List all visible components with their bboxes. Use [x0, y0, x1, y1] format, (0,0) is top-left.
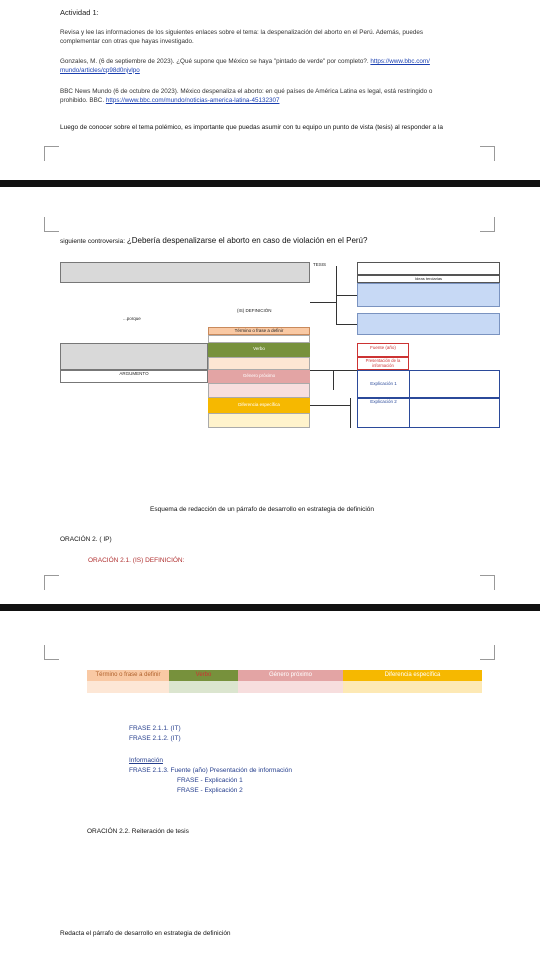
tesis-box	[60, 262, 310, 283]
explicacion2-box	[357, 398, 500, 428]
table-header-verbo: Verbo	[169, 670, 238, 681]
argumento-gray-box	[60, 343, 208, 370]
divider	[409, 371, 410, 397]
page-corner-mark	[44, 575, 59, 590]
oracion-2-1-heading: ORACIÓN 2.1. (IS) DEFINICIÓN:	[88, 557, 185, 564]
oracion-2-heading: ORACIÓN 2. ( IP)	[60, 536, 112, 543]
explicacion2-label: Explicación 2	[370, 399, 397, 404]
diferencia-cell: Diferencia específica	[208, 398, 310, 413]
oracion-2-2-heading: ORACIÓN 2.2. Reiteración de tesis	[87, 828, 189, 835]
frase-2-1-2: FRASE 2.1.2. (IT)	[129, 735, 181, 742]
explicacion-1-line: FRASE - Explicación 1	[177, 777, 243, 784]
table-cell-diferencia[interactable]	[343, 681, 482, 693]
connector-line	[310, 405, 350, 406]
presentacion-box	[357, 357, 409, 370]
presentacion-label: Presentación de la información	[365, 358, 401, 368]
informacion-heading: Información	[129, 757, 163, 764]
table-cell-verbo[interactable]	[169, 681, 238, 693]
reference-2-line-1: BBC News Mundo (6 de octubre de 2023). México despenaliza el aborto: en qué países de América Latina es legal, está restringido o	[60, 88, 433, 95]
diferencia-blank-cell	[208, 413, 310, 428]
reference-1-link[interactable]: https://www.bbc.com/	[370, 58, 430, 65]
ideas-terciarias-header	[357, 275, 500, 283]
blue-idea-box-2	[357, 313, 500, 335]
intro-line-2: complementar con otras que hayas investigado.	[60, 37, 194, 45]
explicacion-2-line: FRASE - Explicación 2	[177, 787, 243, 794]
instruction-text: Luego de conocer sobre el tema polémico, es importante que puedas asumir con tu equipo un punto de vista (tesis) al responder a la	[60, 124, 444, 131]
argumento-box	[60, 370, 208, 383]
activity-heading: Actividad 1:	[60, 8, 99, 17]
explicacion1-box	[357, 370, 500, 398]
page-corner-mark	[44, 217, 59, 232]
connector-line	[310, 302, 336, 303]
table-header-termino: Término o frase a definir	[87, 670, 169, 681]
table-cell-termino[interactable]	[87, 681, 169, 693]
controversy-prefix: siguiente controversia:	[60, 238, 126, 245]
page-corner-mark	[480, 217, 495, 232]
reference-2	[60, 88, 432, 105]
argumento-label: ARGUMENTO	[119, 371, 149, 376]
page-corner-mark	[480, 645, 495, 660]
connector-line	[336, 324, 357, 325]
connector-line	[350, 398, 351, 428]
tesis-right-box	[357, 262, 500, 275]
divider	[409, 399, 410, 427]
controversy-question: ¿Debería despenalizarse el aborto en caso de violación en el Perú?	[126, 236, 368, 245]
table-header-diferencia: Diferencia específica	[343, 670, 482, 681]
connector-line	[336, 295, 357, 296]
reference-2-link[interactable]: https://www.bbc.com/mundo/noticias-america-latina-45132307	[105, 96, 280, 104]
connector-line	[333, 370, 334, 390]
page-corner-mark	[44, 146, 59, 161]
table-cell-genero[interactable]	[238, 681, 343, 693]
page-break	[0, 180, 540, 187]
page-corner-mark	[480, 146, 495, 161]
ideas-terciarias-label: Ideas terciarias	[414, 276, 443, 281]
porque-label: ...porque	[123, 316, 141, 321]
intro-paragraph	[60, 29, 423, 46]
tesis-label: TESIS	[313, 262, 327, 267]
reference-1-link-cont[interactable]: mundo/articles/cp98d0njvlpo	[60, 66, 140, 74]
reference-2-line-2: prohibido. BBC.	[60, 96, 105, 104]
intro-line-1: Revisa y lee las informaciones de los siguientes enlaces sobre el tema: la despenalización del aborto en el Perú. Además, puedes	[60, 29, 423, 36]
frase-2-1-1: FRASE 2.1.1. (IT)	[129, 725, 181, 732]
final-instruction: Redacta el párrafo de desarrollo en estrategia de definición	[60, 930, 231, 937]
termino-blank-cell	[208, 335, 310, 343]
explicacion1-label: Explicación 1	[370, 381, 397, 386]
table-header-genero: Género próximo	[238, 670, 343, 681]
genero-cell: Género próximo	[208, 370, 310, 383]
diagram-caption: Esquema de redacción de un párrafo de desarrollo en estrategia de definición	[150, 506, 375, 513]
fuente-label: Fuente (año)	[370, 345, 396, 350]
page-corner-mark	[480, 575, 495, 590]
page-corner-mark	[44, 645, 59, 660]
reference-1	[60, 58, 430, 75]
blue-idea-box-1	[357, 283, 500, 307]
verbo-blank-cell	[208, 357, 310, 370]
frase-2-1-3: FRASE 2.1.3. Fuente (año) Presentación de información	[129, 767, 292, 774]
is-definicion-label: (IS) DEFINICIÓN	[237, 308, 272, 313]
fuente-box	[357, 343, 409, 357]
verbo-cell: Verbo	[208, 343, 310, 357]
genero-blank-cell	[208, 383, 310, 398]
controversy-line	[60, 236, 367, 245]
page-break	[0, 604, 540, 611]
termino-cell: Término o frase a definir	[208, 327, 310, 335]
reference-1-text: Gonzales, M. (6 de septiembre de 2023). ¿Qué supone que México se haya "pintado de verde" por completo?.	[60, 58, 369, 65]
